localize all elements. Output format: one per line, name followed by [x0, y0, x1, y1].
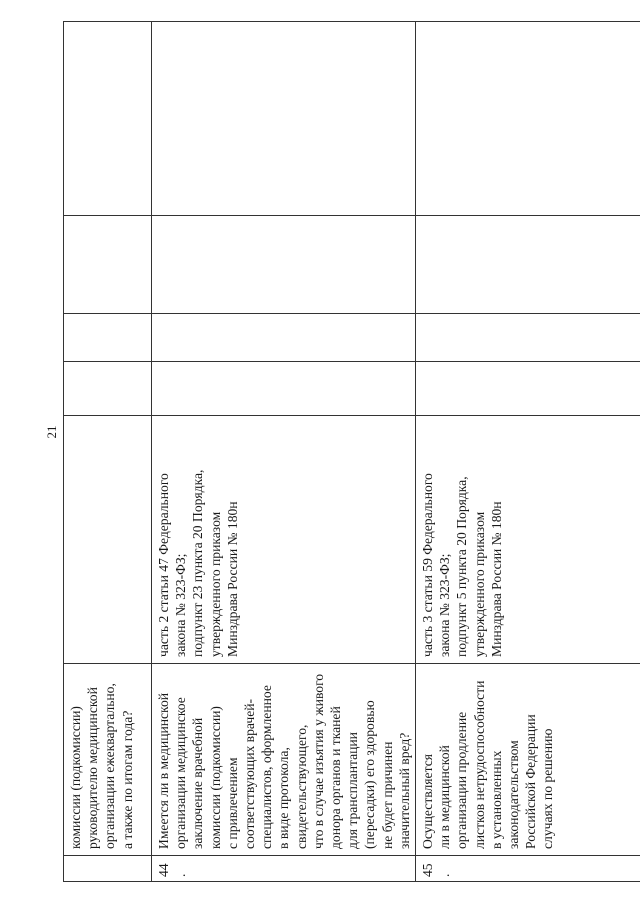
answer-no-cell	[64, 314, 152, 362]
row-number-cell	[64, 856, 152, 882]
question-text-line: комиссии (подкомиссии)	[207, 706, 223, 849]
question-text-line: заключение врачебной	[190, 717, 206, 849]
row-number: 44.	[156, 863, 189, 877]
legal-reference-line: Минздрава России № 180н	[224, 501, 240, 657]
table-row	[152, 22, 416, 882]
question-text-line: в виде протокола,	[276, 747, 292, 849]
legal-reference-line: закона № 323-ФЗ;	[173, 553, 189, 657]
legal-reference-line: подпункт 23 пункта 20 Порядка,	[190, 469, 206, 657]
answer-yes-cell	[64, 362, 152, 416]
question-text-line: руководителю медицинской	[85, 687, 101, 849]
question-text-line: что в случае изъятия у живого	[310, 673, 326, 849]
legal-reference-line: закона № 323-ФЗ;	[437, 553, 453, 657]
row-number-cell	[416, 856, 640, 882]
question-text-line: организации ежеквартально,	[102, 683, 118, 849]
legal-reference-line: утвержденного приказом	[471, 511, 487, 657]
answer-yes-cell	[152, 362, 416, 416]
answer-no-cell	[416, 314, 640, 362]
note-cell	[64, 22, 152, 216]
question-text-line: Осуществляется	[420, 754, 436, 849]
question-text-line: в установленных	[488, 750, 504, 849]
legal-reference-cell	[152, 416, 416, 664]
question-text-line: специалистов, оформленное	[259, 685, 275, 849]
checklist-table	[63, 21, 640, 882]
question-cell	[64, 664, 152, 856]
question-text-line: для трансплантации	[345, 732, 361, 849]
legal-reference-line: часть 3 статьи 59 Федерального	[420, 473, 436, 657]
legal-reference-cell	[64, 416, 152, 664]
answer-yes-cell	[416, 362, 640, 416]
note-cell	[416, 22, 640, 216]
question-text-line: донора органов и тканей	[328, 706, 344, 849]
legal-reference-line: Минздрава России № 180н	[488, 501, 504, 657]
legal-reference-line: подпункт 5 пункта 20 Порядка,	[454, 476, 470, 657]
not-applicable-cell	[416, 216, 640, 314]
question-text-line: законодательством	[506, 740, 522, 849]
question-text-line: случаях по решению	[540, 728, 556, 849]
question-text-line: организации медицинское	[173, 697, 189, 849]
answer-no-cell	[152, 314, 416, 362]
checklist-table-page	[63, 22, 633, 882]
not-applicable-cell	[152, 216, 416, 314]
question-cell	[416, 664, 640, 856]
question-text-line: свидетельствующего,	[293, 724, 309, 849]
row-number: 45.	[420, 863, 453, 877]
table-row	[64, 22, 152, 882]
row-number-cell	[152, 856, 416, 882]
question-text-line: с привлечением	[224, 757, 240, 849]
legal-reference-cell	[416, 416, 640, 664]
question-text-line: Имеется ли в медицинской	[156, 692, 171, 849]
question-text-line: значительный вред?	[396, 732, 412, 849]
page-number: 21	[44, 425, 59, 439]
legal-reference-line: часть 2 статьи 47 Федерального	[156, 473, 171, 657]
question-text-line: а также по итогам года?	[119, 710, 135, 849]
question-text-line: организации продление	[454, 711, 470, 849]
question-text-line: не будет причинен	[379, 741, 395, 849]
question-text-line: ли в медицинской	[437, 745, 453, 849]
note-cell	[152, 22, 416, 216]
table-row	[416, 22, 640, 882]
legal-reference-line: утвержденного приказом	[207, 511, 223, 657]
question-text-line: (пересадки) его здоровью	[362, 700, 378, 849]
question-cell	[152, 664, 416, 856]
question-text-line: листков нетрудоспособности	[471, 680, 487, 849]
question-text-line: комиссии (подкомиссии)	[68, 706, 83, 849]
question-text-line: соответствующих врачей-	[242, 698, 258, 849]
not-applicable-cell	[64, 216, 152, 314]
question-text-line: Российской Федерации	[523, 714, 539, 849]
